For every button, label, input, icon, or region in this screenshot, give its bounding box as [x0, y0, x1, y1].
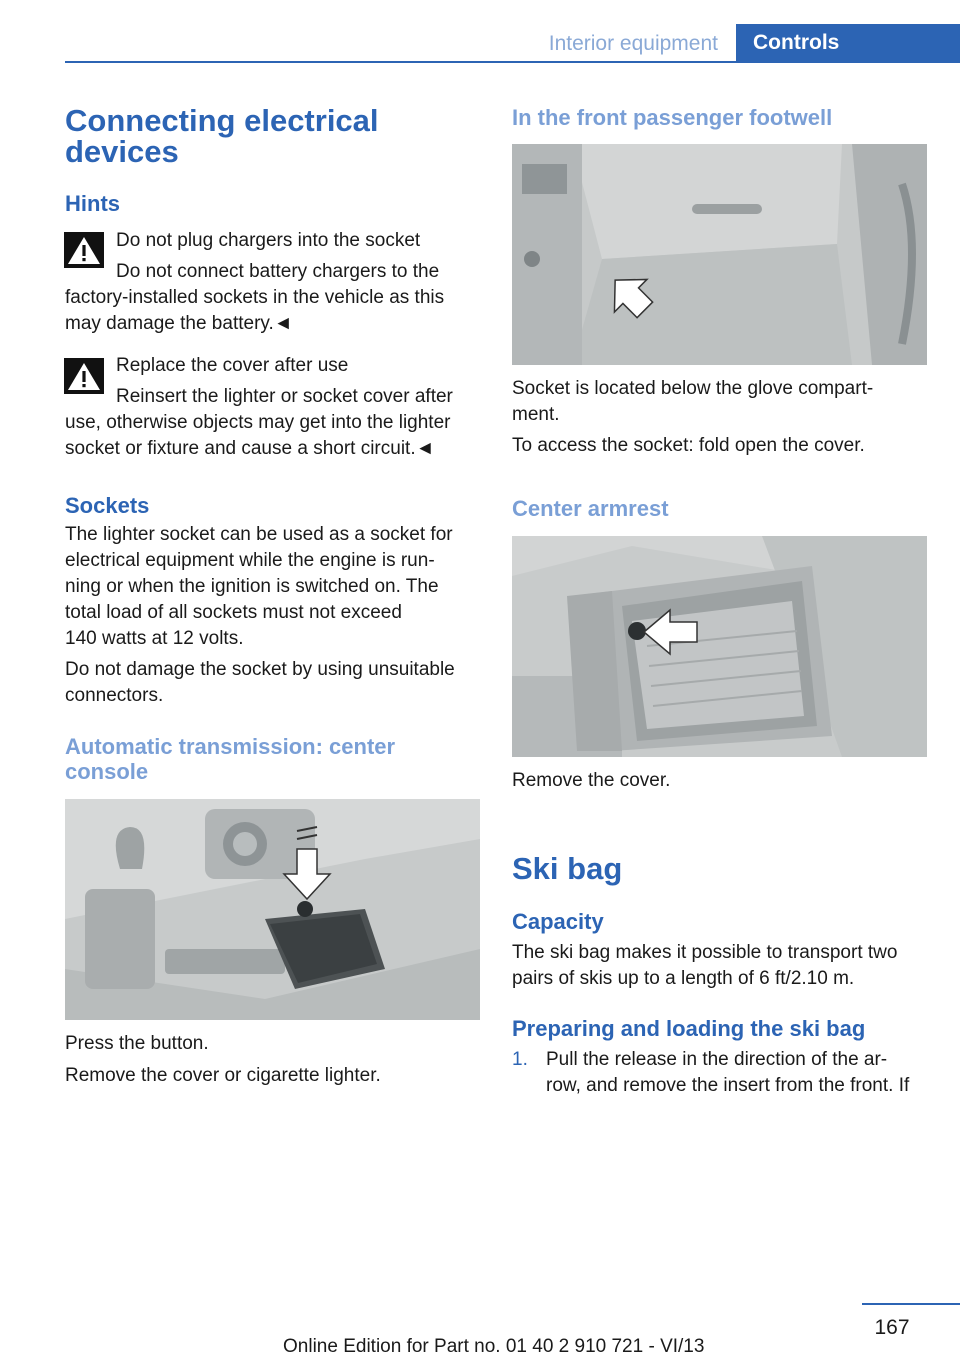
header-rule: [65, 61, 960, 63]
warning-2-title: Replace the cover after use: [116, 355, 349, 376]
auto-transmission-heading: Automatic transmission: center: [65, 734, 396, 759]
header-tab-controls[interactable]: Controls: [736, 24, 960, 62]
center-console-illustration: [65, 799, 480, 1020]
warning-1-line: Do not connect battery chargers to the: [116, 261, 440, 282]
sockets-paragraph-line: electrical equipment while the engine is run‐: [65, 550, 435, 571]
footer-edition: Online Edition for Part no. 01 40 2 910 721 - VI/13: [283, 1336, 705, 1357]
warning-1-title: Do not plug chargers into the socket: [116, 230, 421, 251]
center-armrest-heading: Center armrest: [512, 496, 669, 521]
title-line-2: devices: [65, 134, 179, 169]
sockets-paragraph-line: 140 watts at 12 volts.: [65, 628, 244, 649]
warning-triangle-icon: [64, 358, 104, 394]
step-1-number: 1.: [512, 1049, 528, 1070]
footwell-paragraph-line: ment.: [512, 404, 560, 425]
step-1-line: row, and remove the insert from the front. If: [546, 1075, 910, 1096]
hints-heading: Hints: [65, 191, 120, 216]
auto-transmission-heading: console: [65, 759, 149, 784]
footwell-heading: In the front passenger footwell: [512, 105, 833, 130]
footwell-illustration: [512, 144, 927, 365]
preparing-heading: Preparing and loading the ski bag: [512, 1016, 866, 1041]
sockets-paragraph-line: connectors.: [65, 685, 164, 706]
step-1-line: Pull the release in the direction of the ar‐: [546, 1049, 888, 1070]
capacity-heading: Capacity: [512, 909, 604, 934]
title-line-1: Connecting electrical: [65, 103, 379, 138]
sockets-paragraph-line: Do not damage the socket by using unsuitable: [65, 659, 455, 680]
warning-2-line: socket or fixture and cause a short circuit.◄: [65, 438, 435, 459]
footwell-paragraph-line: Socket is located below the glove compart‐: [512, 378, 874, 399]
capacity-line: pairs of skis up to a length of 6 ft/2.10 m.: [512, 968, 855, 989]
remove-cover-text: Remove the cover.: [512, 770, 671, 791]
capacity-line: The ski bag makes it possible to transport two: [512, 942, 898, 963]
warning-2-line: use, otherwise objects may get into the lighter: [65, 412, 451, 433]
remove-cover-lighter-text: Remove the cover or cigarette lighter.: [65, 1065, 381, 1086]
warning-1-line: factory-installed sockets in the vehicle as this: [65, 287, 445, 308]
sockets-paragraph-line: ning or when the ignition is switched on. The: [65, 576, 439, 597]
warning-2-line: Reinsert the lighter or socket cover after: [116, 386, 453, 407]
header-section-label: Interior equipment: [548, 32, 718, 55]
footwell-paragraph-line: To access the socket: fold open the cover.: [512, 435, 865, 456]
center-armrest-illustration: [512, 536, 927, 757]
sockets-paragraph-line: total load of all sockets must not exceed: [65, 602, 402, 623]
press-button-text: Press the button.: [65, 1033, 209, 1054]
footer-rule: [862, 1303, 960, 1305]
sockets-heading: Sockets: [65, 493, 150, 518]
page-number: 167: [874, 1316, 910, 1339]
warning-triangle-icon: [64, 232, 104, 268]
ski-bag-heading: Ski bag: [512, 851, 623, 886]
warning-1-line: may damage the battery.◄: [65, 313, 293, 334]
sockets-paragraph-line: The lighter socket can be used as a socket for: [65, 524, 453, 545]
